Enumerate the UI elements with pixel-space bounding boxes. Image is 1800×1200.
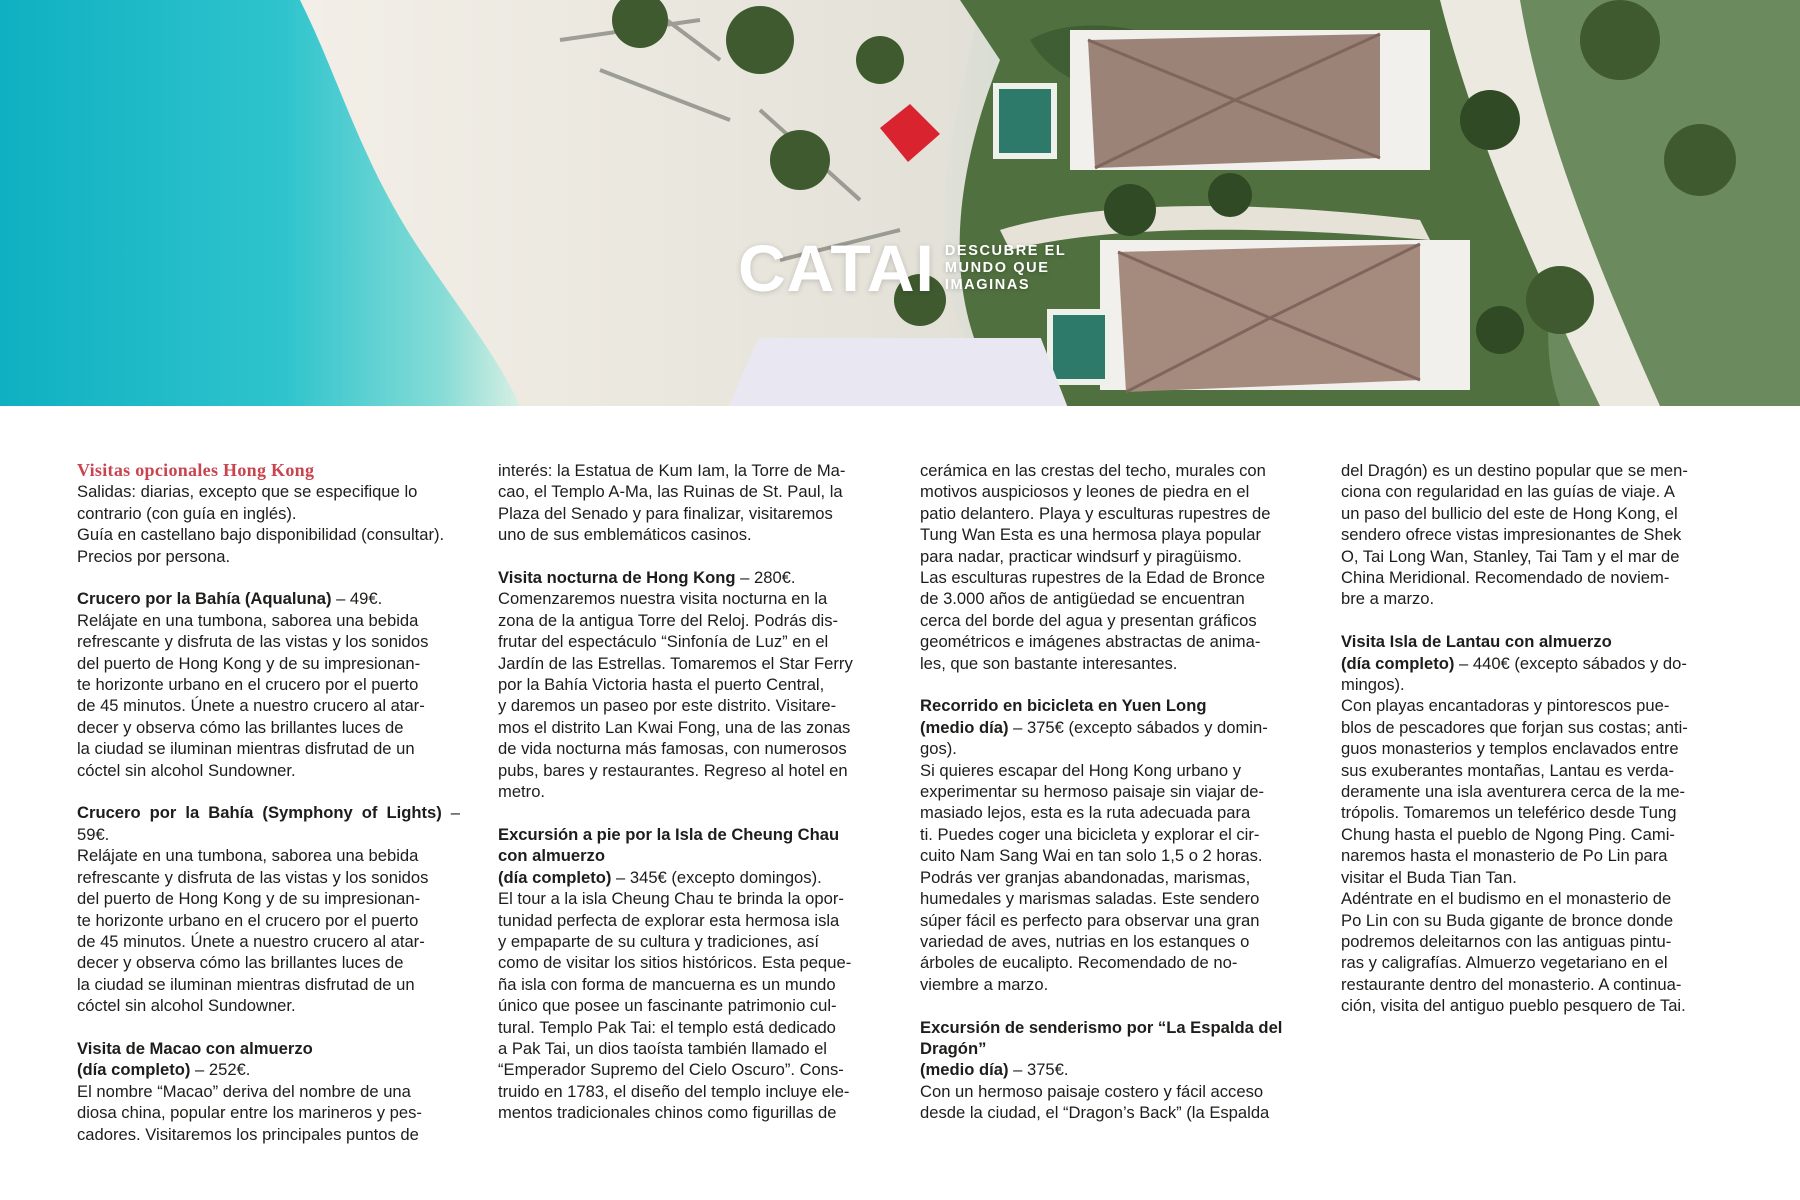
body-text-line: cerca del borde del agua y presentan gráficos: [920, 610, 1257, 630]
excursion-price: – 280€.: [735, 568, 796, 588]
excursion-duration-line: [920, 717, 1303, 738]
body-text-line: patio delantero. Playa y esculturas rupestres de: [920, 503, 1271, 523]
body-text-line: humedales y marismas saladas. Este sendero: [920, 889, 1260, 909]
excursion-duration: (medio día): [920, 717, 1009, 737]
body-text-line: del Dragón) es un destino popular que se men-: [1341, 461, 1688, 480]
column-4: [1341, 460, 1724, 1017]
body-text-line: contrario (con guía en inglés).: [77, 503, 297, 523]
body-text-line: zona de la antigua Torre del Reloj. Podrás dis-: [498, 610, 839, 630]
body-text-line: truido en 1783, el diseño del templo incluye ele-: [498, 1081, 850, 1101]
body-text-line: ciona con regularidad en las guías de viaje. A: [1341, 482, 1675, 502]
body-text-line: refrescante y disfruta de las vistas y los sonidos: [77, 867, 429, 887]
excursion-title: Excursión a pie por la Isla de Cheung Chau: [498, 824, 840, 844]
body-text-line: Jardín de las Estrellas. Tomaremos el Star Ferry: [498, 653, 853, 673]
excursion-price: – 49€.: [331, 589, 383, 609]
body-text-line: geométricos e imágenes abstractas de anima-: [920, 632, 1261, 652]
body-text-line: naremos hasta el monasterio de Po Lin para: [1341, 846, 1668, 866]
excursion-section: [1341, 460, 1724, 610]
body-text-line: Plaza del Senado y para finalizar, visitaremos: [498, 503, 833, 523]
excursion-duration: (medio día): [920, 1060, 1009, 1080]
body-text-line: ción, visita del antiguo pueblo pesquero de Tai.: [1341, 996, 1686, 1016]
body-text-line: Tung Wan Esta es una hermosa playa popular: [920, 525, 1261, 545]
excursion-title-line: [77, 588, 460, 609]
excursion-title: Crucero por la Bahía (Aqualuna): [77, 589, 332, 609]
body-text-line: bre a marzo.: [1341, 589, 1435, 609]
body-text-line: visitar el Buda Tian Tan.: [1341, 867, 1517, 887]
body-text-line: trópolis. Tomaremos un teleférico desde Tung: [1341, 803, 1677, 823]
excursion-section: [498, 460, 881, 546]
body-text-line: te horizonte urbano en el crucero por el puerto: [77, 675, 419, 695]
body-text-line: El nombre “Macao” deriva del nombre de una: [77, 1081, 411, 1101]
body-text-line: cao, el Templo A-Ma, las Ruinas de St. Paul, la: [498, 482, 843, 502]
body-text-line: Guía en castellano bajo disponibilidad (consultar).: [77, 525, 445, 545]
excursion-title: Excursión de senderismo por “La Espalda del: [920, 1017, 1283, 1037]
body-text-line: un paso del bullicio del este de Hong Kong, el: [1341, 503, 1678, 523]
body-text-line: viembre a marzo.: [920, 974, 1049, 994]
excursion-title-line: [77, 802, 460, 845]
hero-tab-shape: [728, 338, 1068, 406]
excursion-title-line: [498, 824, 881, 845]
excursion-title: Visita de Macao con almuerzo: [77, 1038, 313, 1058]
body-text-line: cóctel sin alcohol Sundowner.: [77, 760, 296, 780]
body-text-line: experimentar su hermoso paisaje sin viajar de-: [920, 782, 1265, 802]
body-text-line: para nadar, practicar windsurf y piragüismo.: [920, 546, 1242, 566]
body-text-line: uno de sus emblemáticos casinos.: [498, 525, 752, 545]
excursion-price: – 375€.: [1008, 1060, 1069, 1080]
excursion-title: Visita nocturna de Hong Kong: [498, 568, 736, 588]
body-text-line: como de visitar los sitios históricos. Esta peque-: [498, 953, 852, 973]
excursion-section: [77, 1038, 460, 1145]
excursion-section: [498, 824, 881, 1124]
body-text-line: podremos deleitarnos con las antiguas pintu-: [1341, 931, 1672, 951]
body-text-line: blos de pescadores que forjan sus costas; anti-: [1341, 717, 1688, 737]
excursion-duration: (día completo): [1341, 653, 1455, 673]
excursion-price: – 345€ (excepto domingos).: [611, 867, 822, 887]
body-text-line: sus exuberantes montañas, Lantau es verda-: [1341, 760, 1675, 780]
excursion-duration-line: [498, 867, 881, 888]
body-text-line: del puerto de Hong Kong y de su impresionan-: [77, 889, 421, 909]
logo-tagline: [945, 243, 1075, 294]
article-columns: [0, 460, 1800, 1180]
body-text-line: variedad de aves, nutrias en los estanques o: [920, 931, 1250, 951]
catai-logo: [738, 231, 1075, 305]
body-text-line: la ciudad se iluminan mientras disfrutad de un: [77, 739, 415, 759]
excursion-section: [77, 802, 460, 1016]
body-text-line: súper fácil es perfecto para observar una gran: [920, 910, 1260, 930]
body-text-line: refrescante y disfruta de las vistas y los sonidos: [77, 632, 429, 652]
excursion-title: Visita Isla de Lantau con almuerzo: [1341, 632, 1612, 652]
body-text-line: “Emperador Supremo del Cielo Oscuro”. Cons-: [498, 1060, 844, 1080]
body-text-line: masiado lejos, esta es la ruta adecuada para: [920, 803, 1251, 823]
body-text-line: a Pak Tai, un dios taoísta también llamado el: [498, 1038, 827, 1058]
body-text-line: deramente una isla aventurera cerca de la me-: [1341, 782, 1686, 802]
body-text-line: de vida nocturna más famosas, con numerosos: [498, 739, 847, 759]
body-text-line: Po Lin con su Buda gigante de bronce donde: [1341, 910, 1674, 930]
body-text-line: cuito Nam Sang Wai en tan solo 1,5 o 2 horas.: [920, 846, 1263, 866]
body-text-line: Adéntrate en el budismo en el monasterio de: [1341, 889, 1672, 909]
body-text-line: te horizonte urbano en el crucero por el puerto: [77, 910, 419, 930]
excursion-price: – 59€.: [77, 803, 461, 844]
excursion-price: – 440€ (excepto sábados y do-: [1454, 653, 1687, 673]
column-2: [498, 460, 881, 1124]
body-text-line: tural. Templo Pak Tai: el templo está dedicado: [498, 1017, 836, 1037]
excursion-title-line: [498, 567, 881, 588]
excursion-duration-line: [77, 1059, 460, 1080]
body-text-line: de 3.000 años de antigüedad se encuentran: [920, 589, 1245, 609]
excursion-duration-line: [1341, 653, 1724, 674]
excursion-duration: (día completo): [77, 1060, 191, 1080]
body-text-line: tunidad perfecta de explorar esta hermosa isla: [498, 910, 840, 930]
logo-tagline-line: DESCUBRE EL: [944, 242, 1067, 259]
excursion-section: [920, 695, 1303, 995]
excursion-duration: (día completo): [498, 867, 612, 887]
excursion-title-line: [920, 1017, 1303, 1038]
body-text-line: O, Tai Long Wan, Stanley, Tai Tam y el mar de: [1341, 546, 1680, 566]
body-text-line: del puerto de Hong Kong y de su impresionan-: [77, 653, 421, 673]
excursion-duration-line: [920, 1059, 1303, 1080]
body-text-line: y daremos un paseo por este distrito. Visitare-: [498, 696, 837, 716]
body-text-line: restaurante dentro del monasterio. A continua-: [1341, 974, 1682, 994]
column-3: [920, 460, 1303, 1124]
logo-tagline-line: MUNDO QUE: [944, 259, 1050, 276]
body-text-line: cerámica en las crestas del techo, murales con: [920, 461, 1266, 480]
body-text-line: Chung hasta el pueblo de Ngong Ping. Cami-: [1341, 824, 1675, 844]
body-text-line: de 45 minutos. Únete a nuestro crucero al atar-: [77, 696, 425, 716]
body-text-line: metro.: [498, 782, 546, 802]
body-text-line: sendero ofrece vistas impresionantes de Shek: [1341, 525, 1682, 545]
body-text-line: cóctel sin alcohol Sundowner.: [77, 996, 296, 1016]
body-text-line: motivos auspiciosos y leones de piedra en el: [920, 482, 1250, 502]
excursion-title-line: [77, 1038, 460, 1059]
body-text-line: Con un hermoso paisaje costero y fácil acceso: [920, 1081, 1264, 1101]
excursion-title-cont: Dragón”: [920, 1038, 987, 1058]
body-text-line: decer y observa cómo las brillantes luces de: [77, 717, 404, 737]
excursion-section: [77, 588, 460, 781]
hero-aerial-photo: [0, 0, 1800, 406]
body-text-line: por la Bahía Victoria hasta el puerto Central,: [498, 675, 825, 695]
body-text-line: la ciudad se iluminan mientras disfrutad de un: [77, 974, 415, 994]
body-text-line: gos).: [920, 739, 957, 759]
body-text-line: árboles de eucalipto. Recomendado de no-: [920, 953, 1238, 973]
body-text-line: diosa china, popular entre los marineros y pes-: [77, 1103, 422, 1123]
column-1: [77, 460, 460, 1145]
excursion-title: Crucero por la Bahía (Symphony of Lights): [77, 803, 442, 823]
body-text-line: decer y observa cómo las brillantes luces de: [77, 953, 404, 973]
body-text-line: Si quieres escapar del Hong Kong urbano y: [920, 760, 1242, 780]
body-text-line: China Meridional. Recomendado de noviem-: [1341, 568, 1670, 588]
body-text-line: único que posee un fascinante patrimonio cul-: [498, 996, 837, 1016]
body-text-line: desde la ciudad, el “Dragon’s Back” (la Espalda: [920, 1103, 1270, 1123]
body-text-line: mentos tradicionales chinos como figurillas de: [498, 1103, 837, 1123]
body-text-line: ras y caligrafías. Almuerzo vegetariano en el: [1341, 953, 1668, 973]
body-text-line: de 45 minutos. Únete a nuestro crucero al atar-: [77, 931, 425, 951]
excursion-title-line: [1341, 631, 1724, 652]
body-text-line: Relájate en una tumbona, saborea una bebida: [77, 846, 419, 866]
body-text-line: pubs, bares y restaurantes. Regreso al hotel en: [498, 760, 848, 780]
body-text-line: Podrás ver granjas abandonadas, marismas,: [920, 867, 1251, 887]
body-text-line: cadores. Visitaremos los principales puntos de: [77, 1124, 419, 1144]
body-text-line: Salidas: diarias, excepto que se especifique lo: [77, 482, 418, 502]
excursion-price: – 375€ (excepto sábados y domin-: [1008, 717, 1268, 737]
excursion-title-line: [920, 695, 1303, 716]
body-text-line: El tour a la isla Cheung Chau te brinda la opor-: [498, 889, 844, 909]
body-text-line: Relájate en una tumbona, saborea una bebida: [77, 610, 419, 630]
body-text-line: Precios por persona.: [77, 546, 231, 566]
excursion-title-cont: con almuerzo: [498, 846, 605, 866]
body-text-line: interés: la Estatua de Kum Iam, la Torre de Ma-: [498, 461, 846, 480]
body-text-line: les, que son bastante interesantes.: [920, 653, 1178, 673]
body-text-line: Las esculturas rupestres de la Edad de Bronce: [920, 568, 1265, 588]
body-text-line: frutar del espectáculo “Sinfonía de Luz” en el: [498, 632, 829, 652]
section-heading: Visitas opcionales Hong Kong: [77, 460, 315, 480]
excursion-section: [920, 1017, 1303, 1124]
excursion-title: Recorrido en bicicleta en Yuen Long: [920, 696, 1207, 716]
excursion-price: – 252€.: [190, 1060, 251, 1080]
logo-wordmark: CATAI: [738, 231, 935, 305]
logo-tagline-line: IMAGINAS: [944, 276, 1031, 293]
body-text-line: ti. Puedes coger una bicicleta y explorar el cir-: [920, 824, 1260, 844]
excursion-section: [77, 460, 460, 567]
body-text-line: y empaparte de su cultura y tradiciones, así: [498, 931, 819, 951]
body-text-line: ña isla con forma de mancuerna es un mundo: [498, 974, 836, 994]
body-text-line: mingos).: [1341, 675, 1405, 695]
excursion-section: [1341, 631, 1724, 1016]
excursion-section: [920, 460, 1303, 674]
body-text-line: Con playas encantadoras y pintorescos pue-: [1341, 696, 1670, 716]
body-text-line: mos el distrito Lan Kwai Fong, una de las zonas: [498, 717, 851, 737]
body-text-line: Comenzaremos nuestra visita nocturna en la: [498, 589, 828, 609]
body-text-line: guos monasterios y templos enclavados entre: [1341, 739, 1679, 759]
excursion-section: [498, 567, 881, 802]
